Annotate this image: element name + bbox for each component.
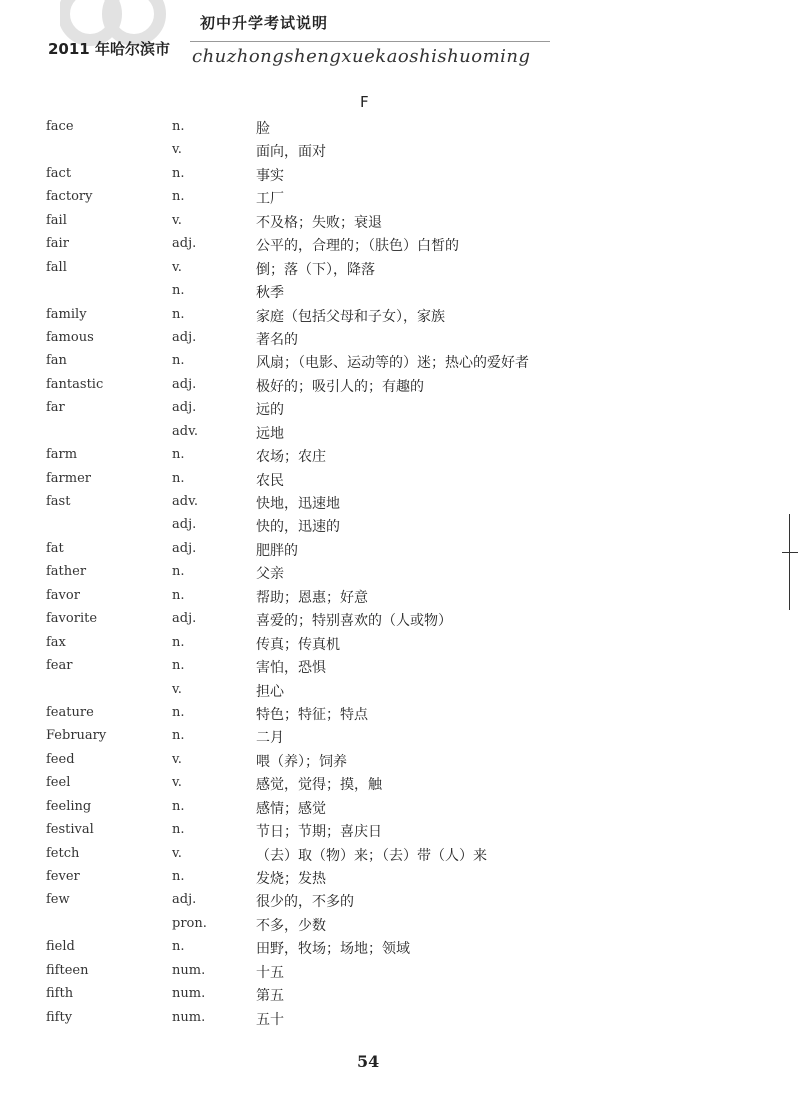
entry-word: fair: [46, 236, 69, 252]
entry-meaning: 快的，迅速的: [256, 519, 340, 536]
list-item: [0, 585, 798, 608]
entry-word: field: [46, 939, 75, 955]
entry-pos: adj.: [172, 376, 197, 392]
list-item: [0, 421, 798, 444]
entry-pos: n.: [172, 564, 185, 580]
list-item: [0, 233, 798, 256]
entry-meaning: 著名的: [256, 331, 298, 348]
entry-meaning: 农民: [256, 472, 284, 489]
entry-word: fantastic: [46, 376, 104, 392]
entry-word: fan: [46, 353, 67, 369]
entry-meaning: 传真；传真机: [256, 636, 340, 653]
list-item: [0, 210, 798, 233]
list-item: [0, 772, 798, 795]
page-header: [0, 0, 798, 80]
entry-meaning: 远地: [256, 425, 284, 442]
list-item: [0, 843, 798, 866]
entry-meaning: 快地，迅速地: [256, 496, 340, 512]
list-item: [0, 374, 798, 397]
list-item: [0, 163, 798, 186]
vocabulary-list: [0, 116, 798, 1030]
entry-pos: n.: [172, 447, 185, 463]
entry-pos: num.: [172, 986, 206, 1002]
entry-pos: adj.: [172, 540, 197, 556]
header-title: 初中升学考试说明: [200, 14, 329, 32]
entry-meaning: 发烧；发热: [256, 871, 326, 887]
entry-pos: v.: [172, 751, 182, 767]
entry-meaning: 五十: [256, 1011, 284, 1028]
entry-meaning: 特色；特征；特点: [256, 706, 368, 723]
entry-pos: adj.: [172, 611, 197, 627]
entry-meaning: 担心: [256, 683, 284, 700]
entry-meaning: 帮助；恩惠；好意: [256, 589, 368, 606]
list-item: [0, 561, 798, 584]
entry-meaning: 不多，少数: [256, 917, 326, 934]
list-item: [0, 257, 798, 280]
entry-pos: num.: [172, 962, 206, 978]
entry-meaning: 面向，面对: [256, 144, 326, 161]
list-item: [0, 679, 798, 702]
entry-pos: n.: [172, 283, 185, 299]
entry-pos: n.: [172, 869, 185, 884]
list-item: [0, 514, 798, 537]
entry-meaning: 感情；感觉: [256, 800, 326, 817]
list-item: [0, 397, 798, 420]
entry-pos: n.: [172, 587, 185, 603]
entry-word: February: [46, 728, 107, 744]
entry-pos: n.: [172, 470, 185, 486]
entry-word: fact: [46, 165, 72, 181]
entry-word: fast: [46, 494, 71, 509]
entry-meaning: 喂（养）；饲养: [256, 753, 347, 770]
entry-meaning: 十五: [256, 964, 284, 981]
list-item: [0, 796, 798, 819]
list-item: [0, 936, 798, 959]
entry-meaning: 喜爱的；特别喜欢的（人或物）: [256, 613, 452, 630]
list-item: [0, 327, 798, 350]
list-item: [0, 913, 798, 936]
entry-meaning: 极好的；吸引人的；有趣的: [256, 378, 424, 395]
entry-pos: n.: [172, 798, 185, 814]
header-divider: [190, 41, 550, 42]
entry-pos: n.: [172, 634, 185, 650]
entry-meaning: 倒；落（下），降落: [256, 261, 375, 278]
entry-pos: adj.: [172, 329, 197, 345]
entry-pos: n.: [172, 658, 185, 674]
entry-meaning: 事实: [256, 167, 284, 184]
section-letter: F: [360, 93, 369, 111]
entry-pos: v.: [172, 142, 182, 158]
header-pinyin: chuzhongshengxuekaoshishuoming: [192, 46, 531, 67]
entry-meaning: 很少的，不多的: [256, 894, 354, 911]
entry-meaning: 不及格；失败；衰退: [256, 214, 382, 231]
entry-meaning: 田野，牧场；场地；领域: [256, 941, 410, 958]
entry-word: fat: [46, 540, 64, 556]
list-item: [0, 1007, 798, 1030]
entry-pos: n.: [172, 822, 185, 838]
entry-pos: n.: [172, 189, 185, 205]
list-item: [0, 702, 798, 725]
entry-pos: adv.: [172, 494, 199, 509]
entry-pos: adj.: [172, 400, 197, 416]
entry-word: fifteen: [46, 962, 89, 978]
entry-meaning: 二月: [256, 730, 284, 747]
entry-pos: v.: [172, 845, 182, 861]
entry-word: feel: [46, 775, 71, 791]
crop-mark: [789, 514, 790, 610]
entry-meaning: 风扇；（电影、运动等的）迷；热心的爱好者: [256, 355, 529, 372]
entry-word: far: [46, 400, 65, 416]
entry-pos: n.: [172, 939, 185, 955]
entry-word: festival: [46, 822, 94, 838]
entry-word: face: [46, 119, 74, 134]
entry-meaning: （去）取（物）来；（去）带（人）来: [256, 847, 487, 864]
entry-pos: adj.: [172, 236, 197, 252]
entry-meaning: 节日；节期；喜庆日: [256, 824, 382, 841]
entry-word: family: [46, 306, 87, 322]
list-item: [0, 866, 798, 889]
list-item: [0, 983, 798, 1006]
entry-pos: pron.: [172, 915, 207, 931]
entry-pos: n.: [172, 353, 185, 369]
list-item: [0, 608, 798, 631]
entry-meaning: 感觉，觉得；摸，触: [256, 777, 382, 794]
entry-pos: n.: [172, 704, 185, 720]
list-item: [0, 655, 798, 678]
entry-meaning: 父亲: [256, 566, 284, 583]
entry-word: feed: [46, 751, 75, 767]
entry-word: factory: [46, 189, 93, 205]
entry-word: fear: [46, 658, 73, 674]
entry-word: few: [46, 892, 70, 908]
entry-pos: n.: [172, 728, 185, 744]
entry-pos: n.: [172, 119, 185, 134]
entry-word: fifty: [46, 1009, 73, 1025]
list-item: [0, 725, 798, 748]
list-item: [0, 889, 798, 912]
entry-pos: v.: [172, 681, 182, 697]
entry-meaning: 公平的，合理的；（肤色）白皙的: [256, 238, 459, 255]
list-item: [0, 139, 798, 162]
entry-pos: v.: [172, 775, 182, 791]
entry-pos: v.: [172, 259, 182, 275]
list-item: [0, 491, 798, 514]
entry-pos: v.: [172, 212, 182, 228]
entry-word: famous: [46, 329, 94, 345]
list-item: [0, 819, 798, 842]
entry-word: favorite: [46, 611, 98, 627]
entry-word: fall: [46, 259, 67, 275]
list-item: [0, 468, 798, 491]
entry-pos: n.: [172, 306, 185, 322]
list-item: [0, 350, 798, 373]
entry-pos: num.: [172, 1009, 206, 1025]
list-item: [0, 749, 798, 772]
entry-pos: adj.: [172, 892, 197, 908]
entry-meaning: 远的: [256, 402, 284, 419]
entry-word: farm: [46, 447, 78, 463]
entry-word: fail: [46, 212, 67, 228]
list-item: [0, 538, 798, 561]
list-item: [0, 186, 798, 209]
entry-word: fax: [46, 634, 66, 650]
header-year-city: 2011 年哈尔滨市: [48, 40, 170, 58]
entry-word: fifth: [46, 986, 74, 1002]
entry-meaning: 第五: [256, 988, 284, 1005]
entry-meaning: 害怕，恐惧: [256, 660, 326, 677]
entry-word: fever: [46, 869, 80, 884]
entry-pos: adv.: [172, 423, 199, 439]
entry-word: favor: [46, 587, 80, 603]
entry-word: fetch: [46, 845, 80, 861]
entry-meaning: 秋季: [256, 285, 284, 302]
entry-word: feeling: [46, 798, 92, 814]
entry-word: feature: [46, 704, 94, 720]
entry-pos: adj.: [172, 517, 197, 533]
crop-mark: [782, 552, 798, 553]
list-item: [0, 960, 798, 983]
entry-meaning: 工厂: [256, 191, 284, 208]
entry-pos: n.: [172, 165, 185, 181]
entry-meaning: 农场；农庄: [256, 449, 326, 466]
list-item: [0, 280, 798, 303]
list-item: [0, 304, 798, 327]
list-item: [0, 444, 798, 467]
list-item: [0, 632, 798, 655]
entry-meaning: 肥胖的: [256, 542, 298, 559]
page-number: 54: [357, 1052, 380, 1071]
entry-meaning: 脸: [256, 121, 270, 137]
entry-word: father: [46, 564, 87, 580]
entry-word: farmer: [46, 470, 92, 486]
list-item: [0, 116, 798, 139]
entry-meaning: 家庭（包括父母和子女），家族: [256, 308, 445, 325]
